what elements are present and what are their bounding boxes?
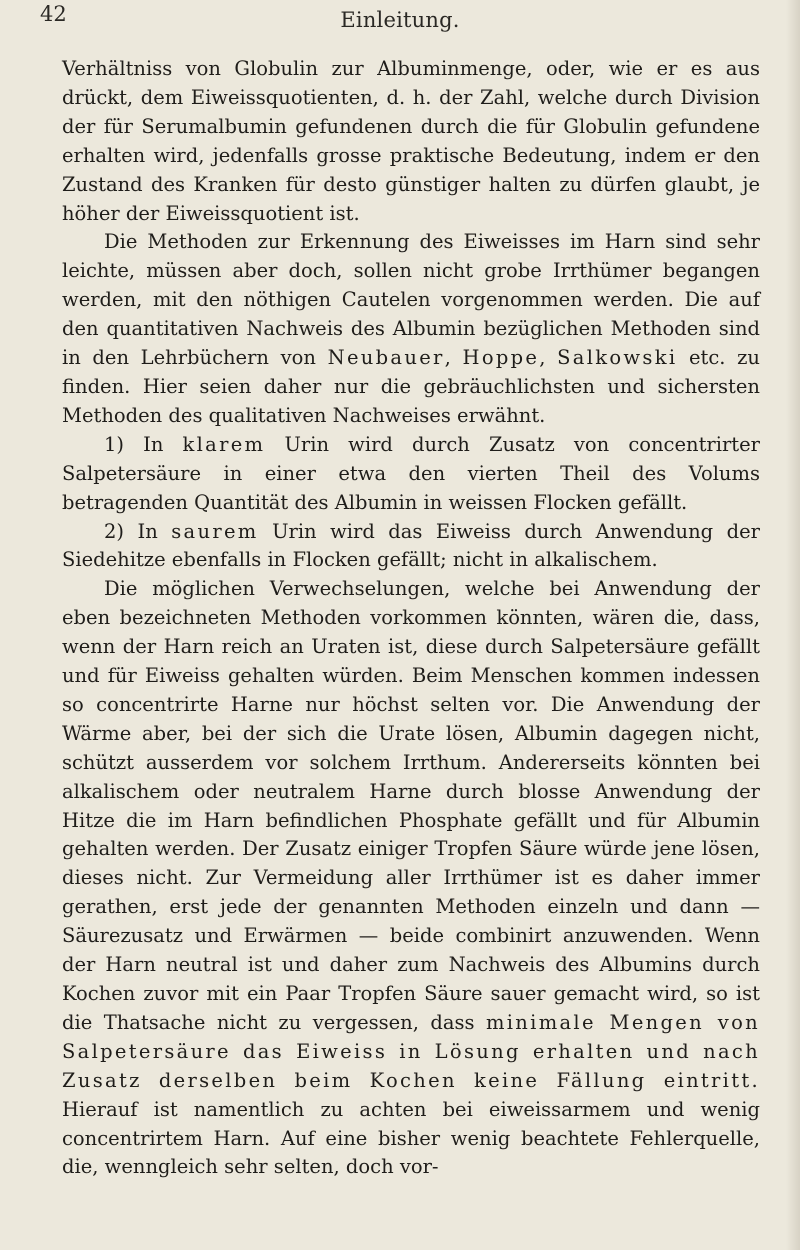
paragraph-2-text-b: etc. zu finden. Hier seien daher nur die gebräuchlichsten und sichersten Methoden des qualitativen Nachweises erwähnt. — [62, 346, 760, 427]
paragraph-4-lead: 2) In — [104, 519, 172, 543]
paragraph-1 — [62, 55, 760, 228]
paragraph-4-text: Urin wird das Eiweiss durch Anwendung der Siedehitze ebenfalls in Flocken gefällt; nicht in alkalischem. — [62, 519, 760, 572]
author-hoppe: Hoppe — [462, 346, 540, 370]
paragraph-4 — [62, 518, 760, 576]
page-number: 42 — [40, 2, 67, 26]
author-salkowski: Salkowski — [557, 346, 678, 370]
emphasis-minimale-mengen: minimale Mengen von Salpetersäure das Eiweiss in Lösung erhalten und nach Zusatz derselben beim Kochen keine Fällung eintritt. — [62, 1010, 760, 1092]
emphasis-saurem: saurem — [171, 519, 259, 543]
paragraph-5-text-a: Die möglichen Verwechselungen, welche bei Anwendung der eben bezeichneten Methoden vorkommen könnten, wären die, dass, wenn der Harn reich an Uraten ist, diese durch Salpetersäure gefällt und für Eiweiss gehalten würden. Beim Menschen kommen indessen so concentrirte Harne nur höchst selten vor. Die Anwendung der Wärme aber, bei der sich die Urate lösen, Albumin dagegen nicht, schützt ausserdem vor solchem Irrthum. Andererseits könnten bei alkalischem oder neutralem Harne durch blosse Anwendung der Hitze die im Harn befindlichen Phosphate gefällt und für Albumin gehalten werden. Der Zusatz einiger Tropfen Säure würde jene lösen, dieses nicht. Zur Vermeidung aller Irrthümer ist es daher immer gerathen, erst jede der genannten Methoden einzeln und dann — Säurezusatz und Erwärmen — beide combinirt anzuwenden. Wenn der Harn neutral ist und daher zum Nachweis des Albumins durch Kochen zuvor mit ein Paar Tropfen Säure sauer gemacht wird, so ist die Thatsache nicht zu vergessen, dass — [62, 577, 760, 1034]
body-text — [62, 55, 760, 1182]
emphasis-klarem: klarem — [182, 432, 266, 456]
paragraph-2-text-a: Die Methoden zur Erkennung des Eiweisses im Harn sind sehr leichte, müssen aber doch, sollen nicht grobe Irrthümer begangen werden, mit den nöthigen Cautelen vorgenommen werden. Die auf den quantitativen Nachweis des Albumin bezüglichen Methoden sind in den Lehrbüchern von — [62, 230, 760, 370]
paragraph-5 — [62, 575, 760, 1182]
separator-2: , — [539, 346, 558, 370]
paragraph-3 — [62, 431, 760, 518]
paragraph-3-text: Urin wird durch Zusatz von concentrirter Salpetersäure in einer etwa den vierten Theil des Volums betragenden Quantität des Albumin in weissen Flocken gefällt. — [62, 432, 760, 514]
paragraph-2 — [62, 228, 760, 430]
paragraph-1-text: Verhältniss von Globulin zur Albuminmenge, oder, wie er es aus drückt, dem Eiweissquotienten, d. h. der Zahl, welche durch Division der für Serumalbumin gefundenen durch die für Globulin gefundene erhalten wird, jedenfalls grosse praktische Bedeutung, indem er den Zustand des Kranken für desto günstiger halten zu dürfen glaubt, je höher der Eiweissquotient ist. — [62, 57, 760, 225]
page-edge-shadow — [786, 0, 800, 1250]
author-neubauer: Neubauer — [327, 346, 445, 370]
separator-1: , — [444, 346, 463, 370]
paragraph-5-text-b: Hierauf ist namentlich zu achten bei eiweissarmem und wenig concentrirtem Harn. Auf eine bisher wenig beachtete Fehlerquelle, die, wenngleich sehr selten, doch vor- — [62, 1097, 760, 1179]
paragraph-3-lead: 1) In — [104, 432, 183, 456]
running-title: Einleitung. — [340, 8, 460, 32]
